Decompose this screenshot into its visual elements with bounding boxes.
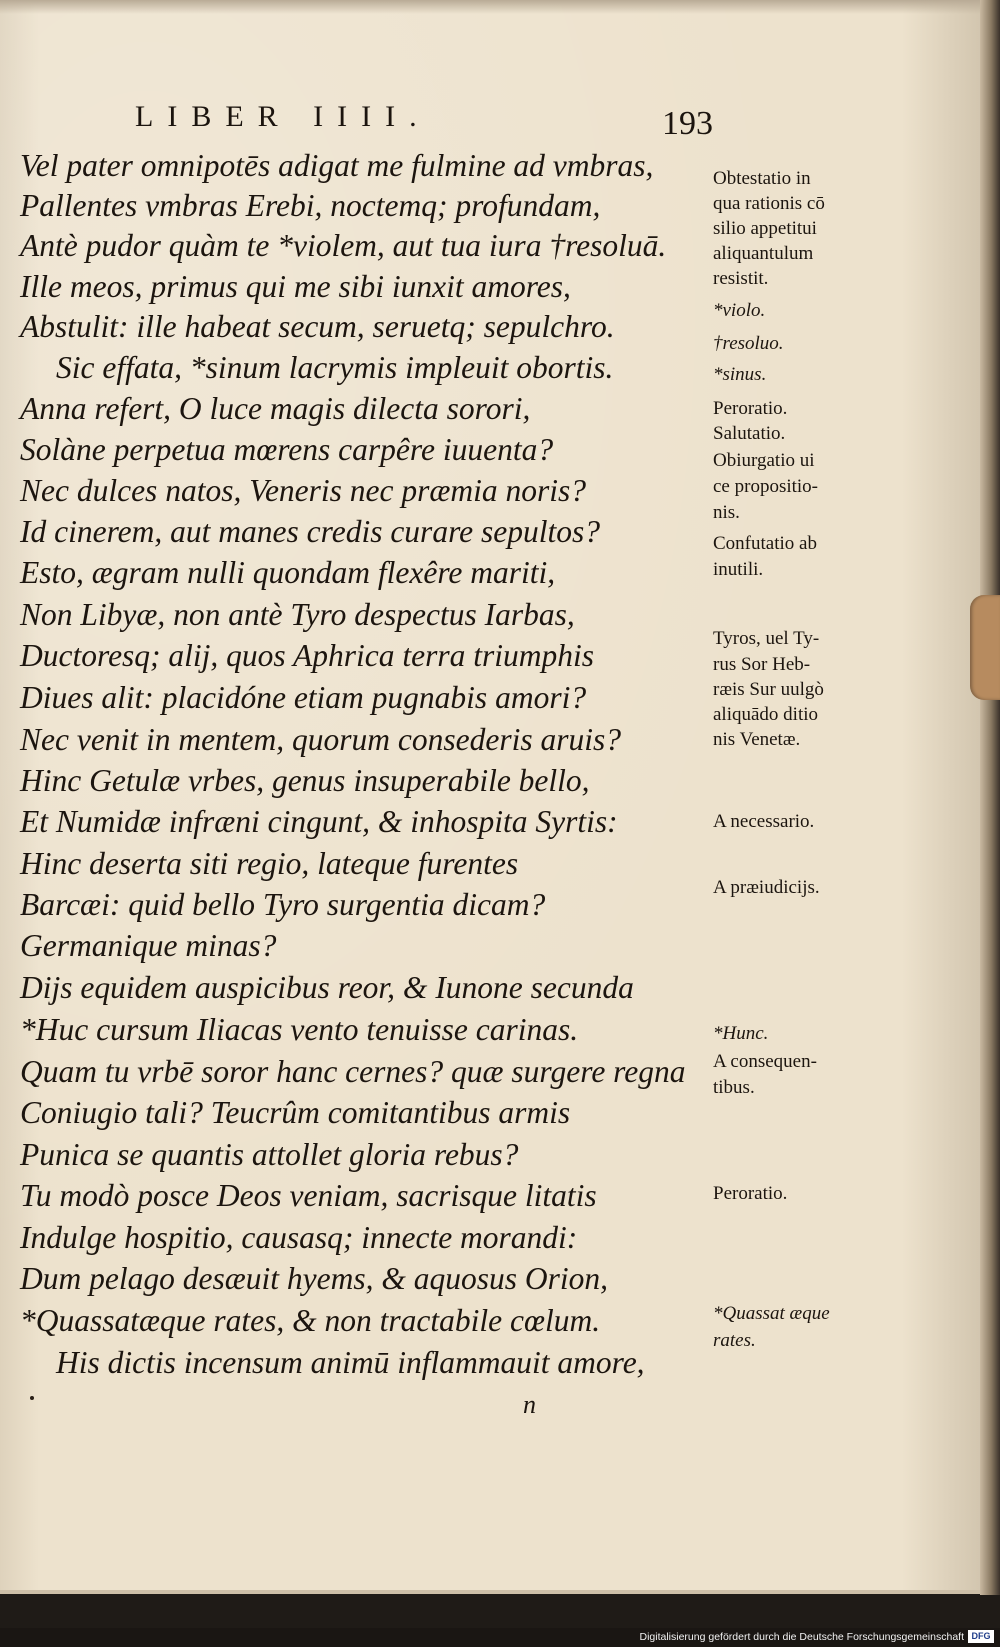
margin-note: nis. — [713, 502, 740, 523]
verse-line: Punica se quantis attollet gloria rebus? — [20, 1137, 519, 1172]
margin-note: *Hunc. — [713, 1023, 769, 1044]
margin-note: Tyros, uel Ty- — [713, 628, 820, 649]
page-number: 193 — [662, 105, 713, 142]
verse-line: Diues alit: placidóne etiam pugnabis amori? — [20, 680, 587, 715]
dfg-logo: DFG — [968, 1630, 994, 1643]
margin-note: tibus. — [713, 1077, 755, 1098]
margin-note: aliquādo ditio — [713, 704, 819, 725]
margin-note: inutili. — [713, 559, 764, 580]
verse-line: Id cinerem, aut manes credis curare sepultos? — [20, 514, 601, 549]
verse-line: Et Numidæ infræni cingunt, & inhospita Syrtis: — [20, 804, 618, 839]
footer-credit: Digitalisierung gefördert durch die Deutsche Forschungsgemeinschaft — [639, 1631, 964, 1643]
page-tab — [970, 595, 1000, 700]
margin-note: ce propositio- — [713, 476, 819, 497]
margin-note: resistit. — [713, 268, 769, 289]
verse-line: Ille meos, primus qui me sibi iunxit amores, — [20, 269, 571, 304]
verse-line: Pallentes vmbras Erebi, noctemq; profundam, — [20, 188, 601, 223]
verse-line: Germanique minas? — [20, 928, 277, 963]
verse-line: *Huc cursum Iliacas vento tenuisse carinas. — [20, 1012, 579, 1047]
verse-line: Vel pater omnipotēs adigat me fulmine ad vmbras, — [20, 148, 654, 183]
verse-line: Ductoresq; alij, quos Aphrica terra triumphis — [20, 638, 594, 673]
margin-note: ræis Sur uulgò — [713, 679, 824, 700]
margin-note: A consequen- — [713, 1051, 817, 1072]
margin-note: rates. — [713, 1330, 756, 1351]
page-top-shadow — [0, 0, 980, 14]
verse-line: Non Libyæ, non antè Tyro despectus Iarbas, — [20, 597, 575, 632]
verse-line: Hinc deserta siti regio, lateque furentes — [20, 846, 519, 881]
verse-line: Quam tu vrbē soror hanc cernes? quæ surgere regna — [20, 1054, 686, 1089]
verse-line: Dijs equidem auspicibus reor, & Iunone secunda — [20, 970, 634, 1005]
margin-note: silio appetitui — [713, 218, 817, 239]
verse-line: *Quassatæque rates, & non tractabile cœlum. — [20, 1303, 601, 1338]
running-head: LIBER IIII. — [135, 100, 431, 133]
verse-line: Dum pelago desæuit hyems, & aquosus Orion, — [20, 1261, 608, 1296]
verse-line: Nec dulces natos, Veneris nec præmia noris? — [20, 473, 587, 508]
verse-line: His dictis incensum animū inflammauit amore, — [56, 1345, 645, 1380]
page-fore-edge — [980, 0, 1000, 1595]
margin-note: Peroratio. — [713, 398, 788, 419]
verse-line: Sic effata, *sinum lacrymis impleuit obortis. — [56, 350, 614, 385]
verse-line: Anna refert, O luce magis dilecta sorori, — [20, 391, 531, 426]
margin-note: *violo. — [713, 300, 766, 321]
margin-note: Confutatio ab — [713, 533, 817, 554]
margin-note: qua rationis cō — [713, 193, 825, 214]
margin-note: aliquantulum — [713, 243, 814, 264]
ink-speck — [30, 1396, 34, 1400]
margin-note: †resoluo. — [713, 333, 784, 354]
margin-note: A præiudicijs. — [713, 877, 820, 898]
margin-note: Peroratio. — [713, 1183, 788, 1204]
margin-note: *sinus. — [713, 364, 767, 385]
catchword: n — [523, 1390, 536, 1419]
verse-line: Tu modò posce Deos veniam, sacrisque litatis — [20, 1178, 597, 1213]
verse-line: Solàne perpetua mœrens carpêre iuuenta? — [20, 432, 554, 467]
margin-note: Obiurgatio ui — [713, 450, 815, 471]
verse-line: Antè pudor quàm te *violem, aut tua iura †resoluā. — [20, 228, 667, 263]
verse-line: Abstulit: ille habeat secum, seruetq; sepulchro. — [20, 309, 615, 344]
verse-line: Nec venit in mentem, quorum consederis aruis? — [20, 722, 622, 757]
margin-note: Salutatio. — [713, 423, 786, 444]
verse-line: Indulge hospitio, causasq; innecte morandi: — [20, 1220, 578, 1255]
verse-line: Esto, ægram nulli quondam flexêre mariti, — [20, 555, 556, 590]
margin-note: *Quassat æque — [713, 1303, 830, 1324]
verse-line: Coniugio tali? Teucrûm comitantibus armis — [20, 1095, 571, 1130]
verse-line: Hinc Getulæ vrbes, genus insuperabile bello, — [20, 763, 590, 798]
margin-note: rus Sor Heb- — [713, 654, 811, 675]
verse-line: Barcæi: quid bello Tyro surgentia dicam? — [20, 887, 546, 922]
margin-note: Obtestatio in — [713, 168, 811, 189]
margin-note: A necessario. — [713, 811, 815, 832]
margin-note: nis Venetæ. — [713, 729, 801, 750]
